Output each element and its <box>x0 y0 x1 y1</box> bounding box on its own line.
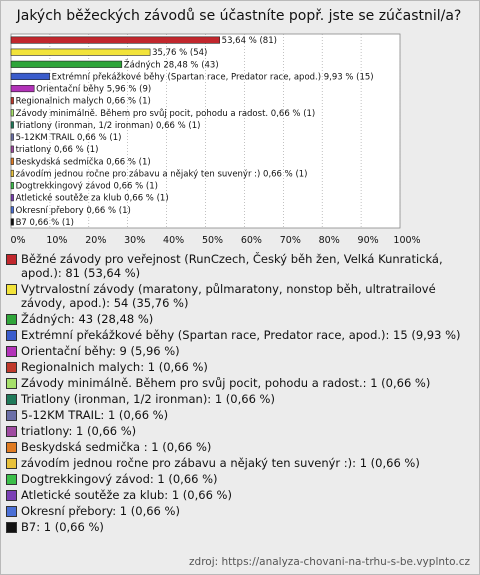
legend-swatch <box>6 362 17 373</box>
legend-item <box>6 252 472 280</box>
bar <box>11 85 34 92</box>
bar <box>11 97 14 104</box>
legend-label: Beskydská sedmička : 1 (0,66 %) <box>21 440 212 454</box>
legend-swatch <box>6 410 17 421</box>
legend-item <box>6 504 472 518</box>
bar-label: Okresní přebory 0,66 % (1) <box>15 205 131 216</box>
legend-item <box>6 488 472 502</box>
bar <box>11 37 220 44</box>
legend-label: Triatlony (ironman, 1/2 ironman): 1 (0,66 %) <box>21 392 275 406</box>
x-tick-label: 20% <box>85 235 107 246</box>
bar <box>11 73 50 80</box>
bar-label: triatlony 0,66 % (1) <box>15 145 99 156</box>
legend-item <box>6 376 472 390</box>
legend-label: B7: 1 (0,66 %) <box>21 520 104 534</box>
bar-label: Beskydská sedmička 0,66 % (1) <box>15 157 151 168</box>
legend-item <box>6 312 472 326</box>
bar-label: B7 0,66 % (1) <box>15 217 74 228</box>
legend-label: Běžné závody pro veřejnost (RunCzech, Český běh žen, Velká Kunratická, apod.): 81 (53,64 %) <box>21 252 443 280</box>
legend-item <box>6 360 472 374</box>
bar-label: 5-12KM TRAIL 0,66 % (1) <box>15 133 122 144</box>
x-tick-label: 60% <box>240 235 262 246</box>
bar-label: 35,76 % (54) <box>152 48 208 59</box>
x-tick-label: 30% <box>124 235 146 246</box>
bar <box>11 194 14 201</box>
legend-swatch <box>6 314 17 325</box>
bar-label: Triatlony (ironman, 1/2 ironman) 0,66 % (1) <box>15 120 201 131</box>
legend-item <box>6 328 472 342</box>
legend-swatch <box>6 442 17 453</box>
legend-swatch <box>6 458 17 469</box>
legend-label: Extrémní překážkové běhy (Spartan race, Predator race, apod.): 15 (9,93 %) <box>21 328 461 342</box>
legend-item <box>6 456 472 470</box>
legend-label: Závody minimálně. Během pro svůj pocit, pohodu a radost.: 1 (0,66 %) <box>21 376 431 390</box>
legend-item <box>6 424 472 438</box>
legend-swatch <box>6 506 17 517</box>
bar <box>11 110 14 117</box>
bar-label: závodím jednou ročne pro zábavu a nějaký ten suvenýr :) 0,66 % (1) <box>15 169 308 180</box>
legend-label: Orientační běhy: 9 (5,96 %) <box>21 344 180 358</box>
legend-swatch <box>6 330 17 341</box>
legend-label: Dogtrekkingový závod: 1 (0,66 %) <box>21 472 218 486</box>
legend-swatch <box>6 254 17 265</box>
bar <box>11 170 14 177</box>
legend-swatch <box>6 474 17 485</box>
bar-label: 53,64 % (81) <box>221 36 277 47</box>
legend-label: Vytrvalostní závody (maratony, půlmaratony, nonstop běh, ultratrailové závody, apod.): 54 (35,76 %) <box>21 282 436 310</box>
x-tick-label: 70% <box>279 235 301 246</box>
legend-item <box>6 344 472 358</box>
legend-label: závodím jednou ročne pro zábavu a nějaký ten suvenýr :): 1 (0,66 %) <box>21 456 420 470</box>
x-tick-label: 0% <box>10 235 26 246</box>
bar <box>11 61 122 68</box>
bar <box>11 122 14 129</box>
bar <box>11 158 14 165</box>
legend-label: 5-12KM TRAIL: 1 (0,66 %) <box>21 408 169 422</box>
x-tick-label: 50% <box>201 235 224 246</box>
legend-swatch <box>6 522 17 533</box>
bar-chart <box>0 0 480 250</box>
bar-label: Regionalnich malych 0,66 % (1) <box>15 96 151 107</box>
legend-item <box>6 408 472 422</box>
bar-label: Orientační běhy 5,96 % (9) <box>36 84 152 95</box>
legend-item <box>6 282 472 310</box>
bar <box>11 49 150 56</box>
legend-item <box>6 520 472 534</box>
x-tick-label: 40% <box>163 235 185 246</box>
bar-label: Extrémní překážkové běhy (Spartan race, Predator race, apod.) 9,93 % (15) <box>51 72 374 83</box>
bar-label: Závody minimálně. Během pro svůj pocit, pohodu a radost. 0,66 % (1) <box>15 108 316 119</box>
legend-label: Atletické soutěže za klub: 1 (0,66 %) <box>21 488 232 502</box>
legend <box>6 252 472 536</box>
legend-swatch <box>6 284 17 295</box>
bar <box>11 219 14 226</box>
chart-title: Jakých běžeckých závodů se účastníte popř. jste se zúčastnil/a? <box>16 8 462 24</box>
legend-label: Regionalnich malych: 1 (0,66 %) <box>21 360 208 374</box>
legend-swatch <box>6 378 17 389</box>
legend-label: Okresní přebory: 1 (0,66 %) <box>21 504 180 518</box>
legend-item <box>6 392 472 406</box>
legend-swatch <box>6 346 17 357</box>
bar-label: Dogtrekkingový závod 0,66 % (1) <box>15 181 158 192</box>
legend-item <box>6 472 472 486</box>
x-axis-ticks <box>10 235 420 246</box>
bar <box>11 134 14 141</box>
legend-swatch <box>6 490 17 501</box>
source-footer: zdroj: https://analyza-chovani-na-trhu-s-be.vyplnto.cz <box>189 556 470 568</box>
bar <box>11 207 14 214</box>
legend-label: triatlony: 1 (0,66 %) <box>21 424 137 438</box>
legend-label: Žádných: 43 (28,48 %) <box>21 312 154 326</box>
legend-swatch <box>6 394 17 405</box>
x-tick-label: 100% <box>393 235 421 246</box>
x-tick-label: 90% <box>357 235 379 246</box>
bar <box>11 182 14 189</box>
bar-label: Žádných 28,48 % (43) <box>123 60 219 71</box>
x-tick-label: 10% <box>46 235 68 246</box>
legend-swatch <box>6 426 17 437</box>
x-tick-label: 80% <box>318 235 340 246</box>
bar-label: Atletické soutěže za klub 0,66 % (1) <box>15 193 169 204</box>
bar <box>11 146 14 153</box>
legend-item <box>6 440 472 454</box>
